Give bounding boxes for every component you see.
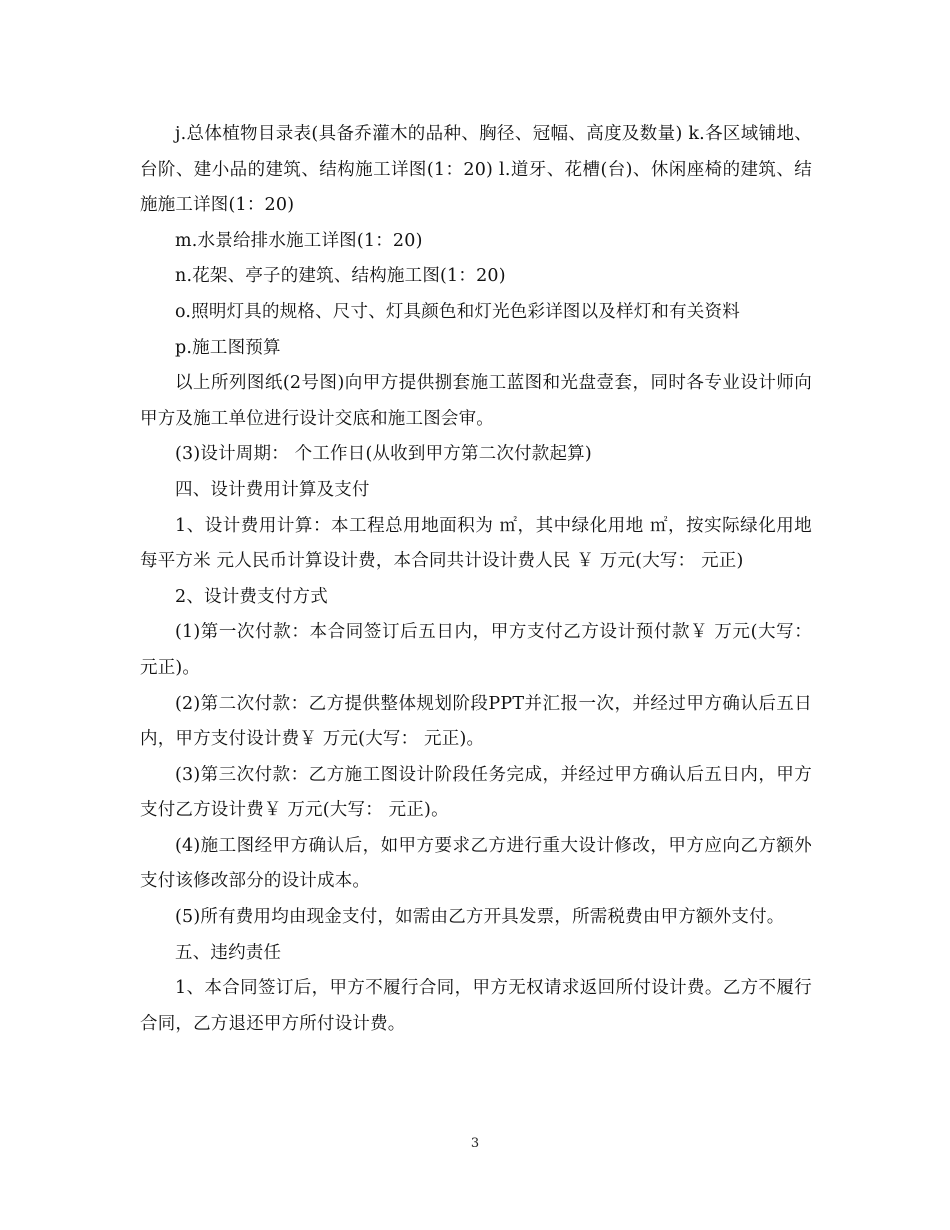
paragraph-fee-calculation: 1、设计费用计算：本工程总用地面积为 ㎡，其中绿化用地 ㎡，按实际绿化用地每平方米 元人民币计算设计费，本合同共计设计费人民 ￥ 万元(大写： 元正) — [140, 515, 812, 572]
paragraph-design-modification: (4)施工图经甲方确认后，如甲方要求乙方进行重大设计修改，甲方应向乙方额外支付该修改部分的设计成本。 — [140, 835, 812, 892]
paragraph-drawing-list-o: o.照明灯具的规格、尺寸、灯具颜色和灯光色彩详图以及样灯和有关资料 — [175, 301, 740, 322]
paragraph-third-payment: (3)第三次付款：乙方施工图设计阶段任务完成，并经过甲方确认后五日内，甲方支付乙方设计费￥ 万元(大写： 元正)。 — [140, 764, 812, 821]
document-body — [140, 117, 812, 1042]
paragraph-drawing-list-n: n.花架、亭子的建筑、结构施工图(1：20) — [175, 266, 506, 287]
section-heading-breach: 五、违约责任 — [175, 942, 282, 963]
paragraph-second-payment: (2)第二次付款：乙方提供整体规划阶段PPT并汇报一次，并经过甲方确认后五日内，甲方支付设计费￥ 万元(大写： 元正)。 — [140, 693, 812, 750]
paragraph-first-payment: (1)第一次付款：本合同签订后五日内，甲方支付乙方设计预付款￥ 万元(大写： 元正)。 — [140, 622, 812, 678]
paragraph-design-period: (3)设计周期： 个工作日(从收到甲方第二次付款起算) — [175, 444, 592, 465]
paragraph-breach-terms: 1、本合同签订后，甲方不履行合同，甲方无权请求返回所付设计费。乙方不履行合同，乙方退还甲方所付设计费。 — [140, 978, 812, 1034]
paragraph-drawing-delivery: 以上所列图纸(2号图)向甲方提供捌套施工蓝图和光盘壹套，同时各专业设计师向甲方及施工单位进行设计交底和施工图会审。 — [140, 373, 812, 429]
paragraph-cash-payment: (5)所有费用均由现金支付，如需由乙方开具发票，所需税费由甲方额外支付。 — [175, 907, 785, 928]
paragraph-drawing-list-p: p.施工图预算 — [175, 337, 281, 358]
paragraph-drawing-list-m: m.水景给排水施工详图(1：20) — [175, 230, 423, 251]
section-heading-fees: 四、设计费用计算及支付 — [175, 479, 370, 500]
page-number: 3 — [470, 1136, 480, 1151]
paragraph-payment-method: 2、设计费支付方式 — [175, 586, 328, 607]
paragraph-drawing-list-j-k-l: j.总体植物目录表(具备乔灌木的品种、胸径、冠幅、高度及数量) k.各区域铺地、台阶、建小品的建筑、结构施工详图(1：20) l.道牙、花槽(台)、休闲座椅的建筑、结施施工详图(1：20) — [140, 124, 812, 216]
